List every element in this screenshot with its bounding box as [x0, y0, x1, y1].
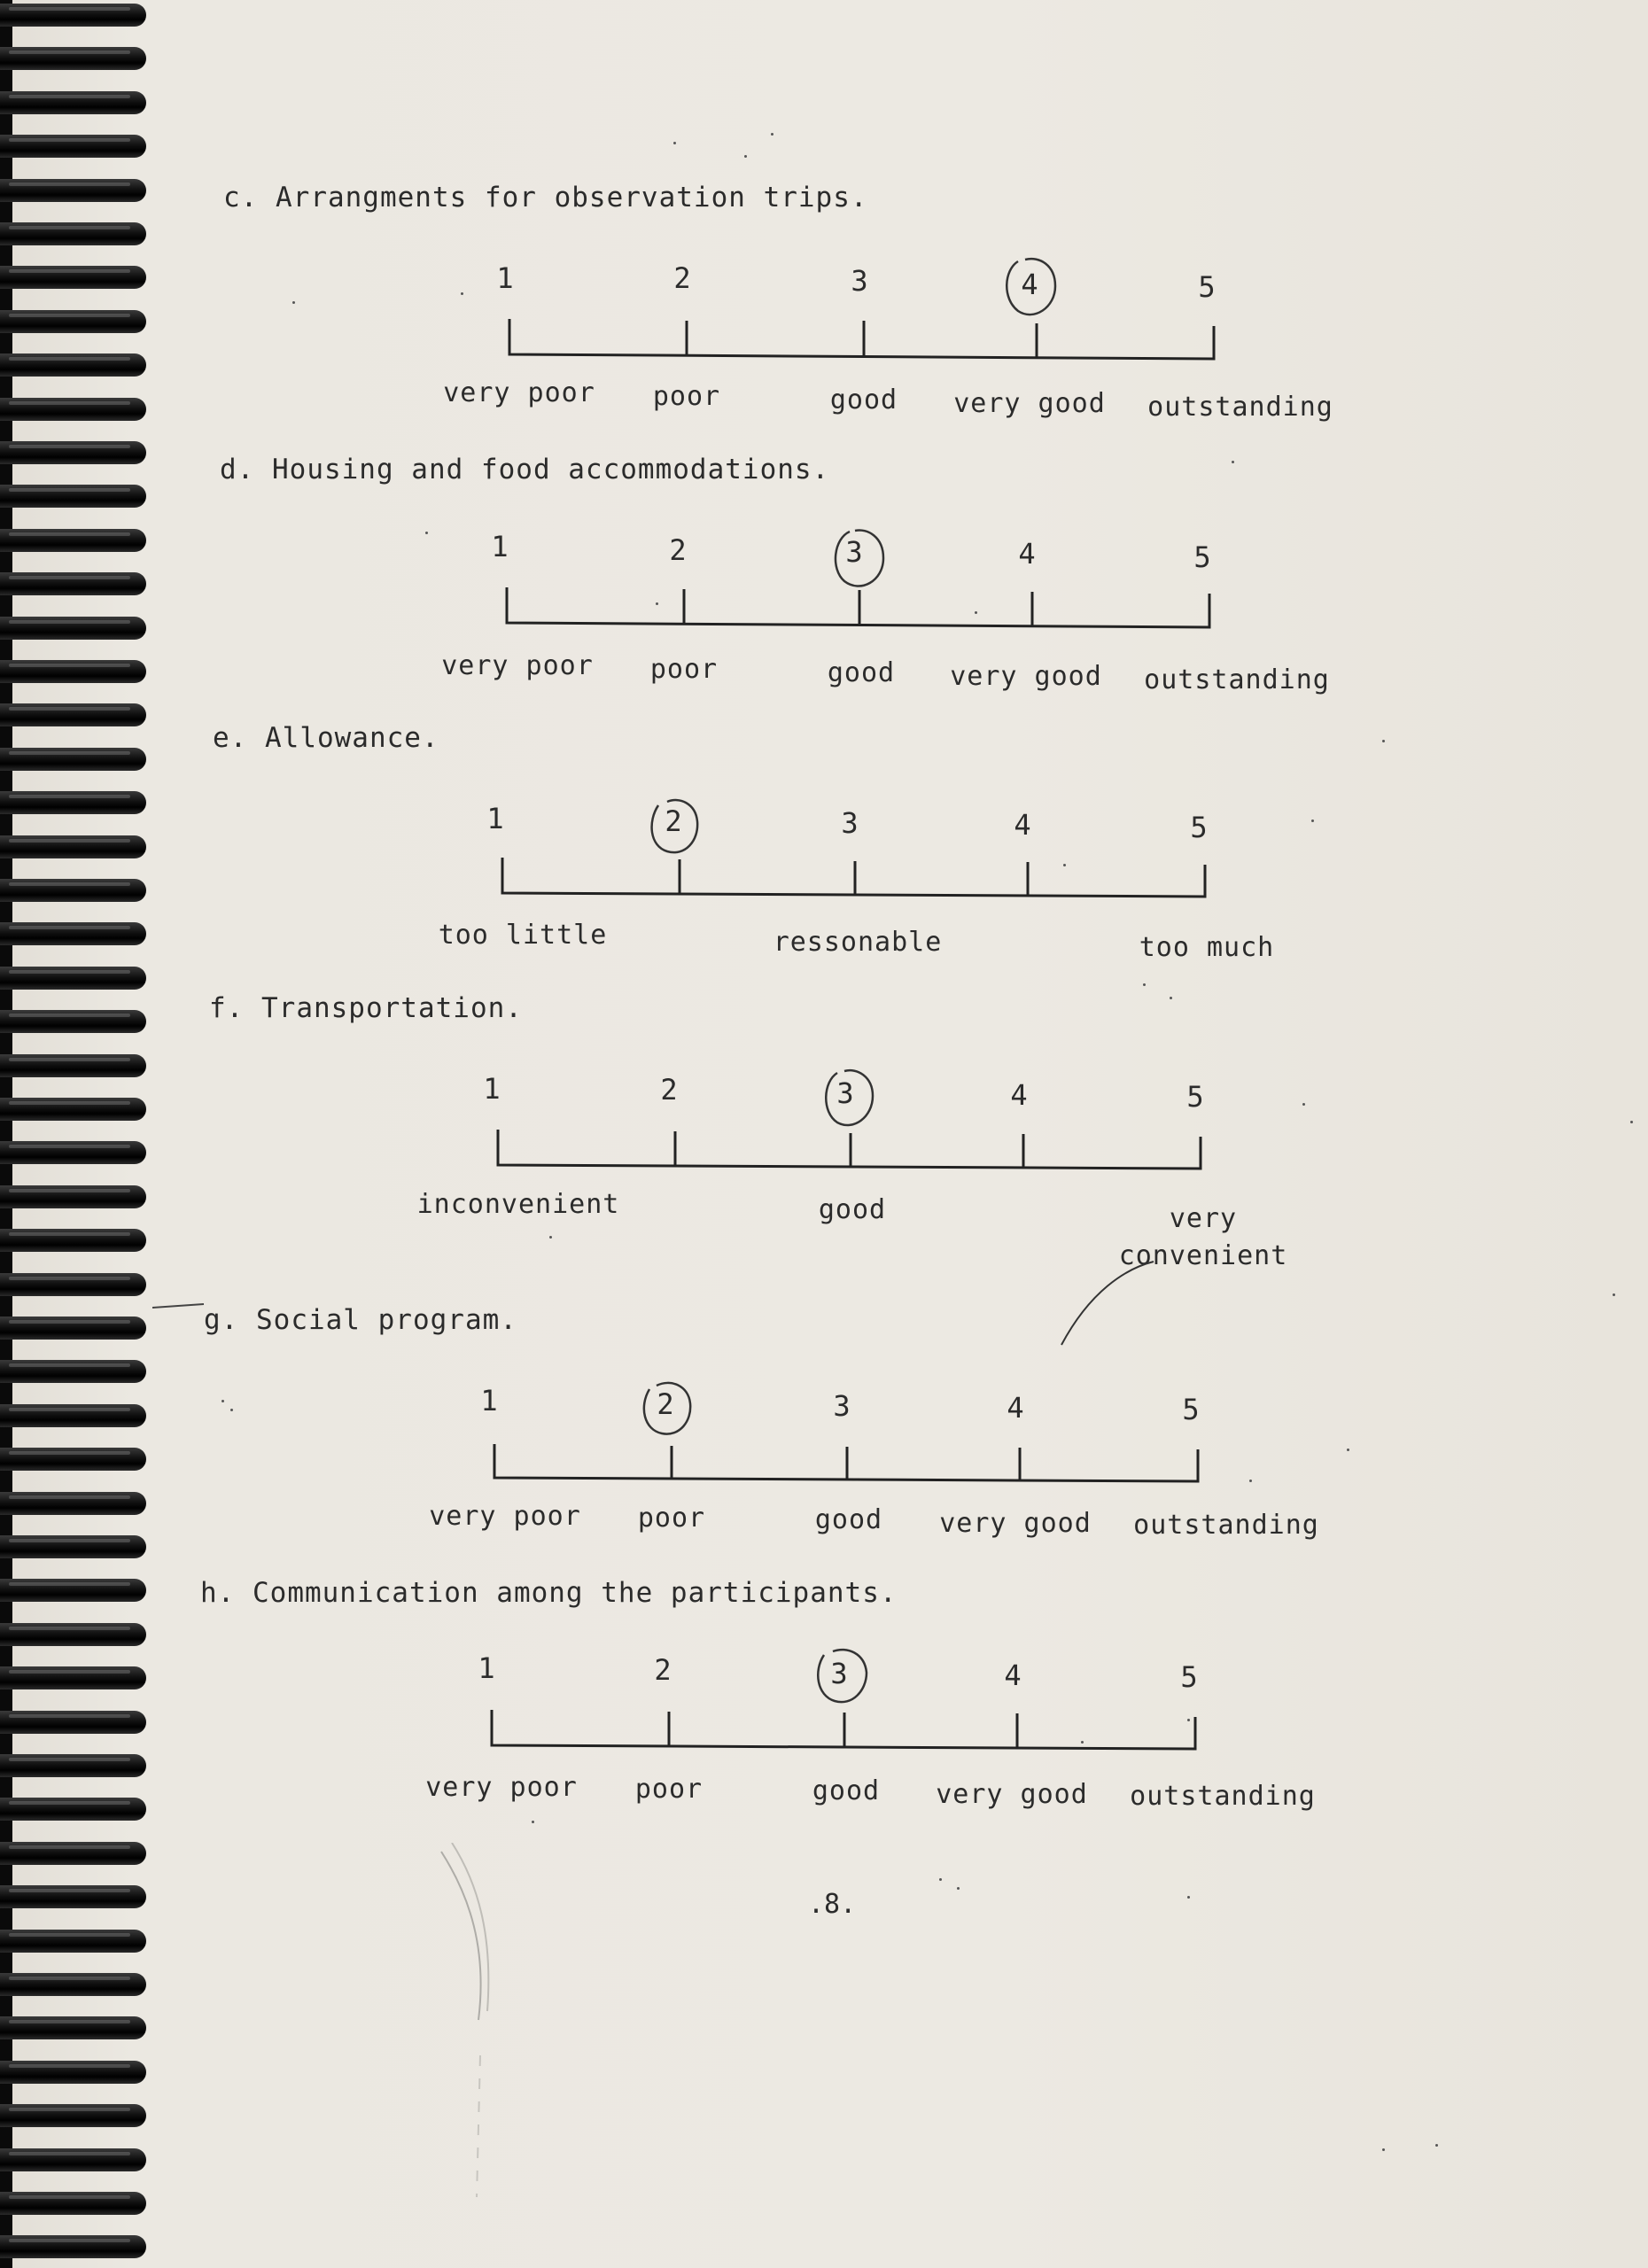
copier-speck: [461, 292, 463, 295]
scale-number-3: 3: [851, 264, 868, 298]
scale-number-3: 3: [845, 535, 863, 569]
binding-coil: [0, 748, 146, 771]
page-number: .8.: [808, 1889, 857, 1920]
scale-number-3: 3: [830, 1657, 848, 1690]
copier-speck: [425, 532, 428, 534]
copier-speck: [1081, 1741, 1084, 1744]
scale-number-4: 4: [1007, 1391, 1024, 1425]
binding-coil: [0, 1711, 146, 1734]
binding-coil: [0, 1360, 146, 1383]
copier-speck: [1232, 461, 1234, 463]
copier-speck: [230, 1409, 233, 1411]
pen-stroke: [1054, 1256, 1161, 1354]
copier-speck: [975, 611, 977, 614]
binding-coil: [0, 1754, 146, 1777]
binding-coil: [0, 1492, 146, 1515]
binding-coil: [0, 1885, 146, 1908]
binding-coil: [0, 2016, 146, 2039]
question-c-title: c. Arrangments for observation trips.: [223, 182, 868, 214]
binding-coil: [0, 572, 146, 595]
binding-coil: [0, 1185, 146, 1208]
scale-number-5: 5: [1186, 1080, 1204, 1114]
binding-coil: [0, 441, 146, 464]
copier-speck: [1063, 864, 1066, 866]
scale-number-2: 2: [665, 804, 682, 838]
question-g-title: g. Social program.: [204, 1304, 517, 1336]
question-f-scale: [483, 1068, 1216, 1271]
question-c-scale: [496, 257, 1227, 461]
scale-number-2: 2: [657, 1387, 674, 1421]
binding-coil: [0, 1098, 146, 1121]
binding-coil: [0, 1623, 146, 1646]
copier-speck: [1382, 2148, 1385, 2151]
binding-coil: [0, 485, 146, 508]
copier-speck: [1187, 1719, 1190, 1721]
spiral-binding: [0, 0, 155, 2268]
scale-label: very poor: [441, 650, 594, 681]
binding-coil: [0, 2148, 146, 2171]
scale-label: very good: [950, 661, 1102, 692]
scale-label: very good: [936, 1779, 1088, 1810]
binding-coil: [0, 135, 146, 158]
scale-number-1: 1: [483, 1072, 501, 1106]
scale-label: good: [829, 384, 898, 416]
scale-number-1: 1: [480, 1384, 498, 1418]
copier-speck: [1630, 1121, 1633, 1123]
scale-label: poor: [649, 654, 719, 685]
scale-label: outstanding: [1133, 1510, 1319, 1541]
scale-label: good: [812, 1775, 881, 1806]
scale-label: too much: [1139, 932, 1275, 963]
binding-coil: [0, 179, 146, 202]
copier-speck: [939, 1878, 942, 1881]
binding-coil: [0, 1842, 146, 1865]
scale-number-5: 5: [1193, 540, 1211, 574]
binding-coil: [0, 1798, 146, 1821]
question-g-scale: [480, 1373, 1212, 1577]
scale-number-4: 4: [1018, 537, 1036, 571]
binding-coil: [0, 879, 146, 902]
copier-speck: [656, 602, 658, 605]
copier-speck: [1187, 1896, 1190, 1899]
copier-speck: [1143, 983, 1146, 986]
binding-coil: [0, 1317, 146, 1340]
binding-coil: [0, 529, 146, 552]
copier-speck: [292, 301, 295, 304]
binding-coil: [0, 1404, 146, 1427]
binding-coil: [0, 1273, 146, 1296]
copier-speck: [1302, 1103, 1305, 1106]
binding-coil: [0, 1010, 146, 1033]
pencil-marks: [434, 1843, 505, 2215]
binding-coil: [0, 1229, 146, 1252]
scale-number-2: 2: [660, 1073, 678, 1107]
scale-label: outstanding: [1147, 392, 1333, 423]
scale-number-2: 2: [669, 533, 687, 567]
copier-speck: [771, 133, 773, 136]
scale-number-3: 3: [836, 1076, 854, 1110]
selected-circle-mark: [644, 795, 703, 858]
binding-coil: [0, 1666, 146, 1689]
scale-label: very good: [953, 388, 1106, 419]
scale-label: poor: [637, 1503, 706, 1534]
binding-coil: [0, 1535, 146, 1558]
copier-speck: [1382, 740, 1385, 742]
copier-speck: [532, 1821, 534, 1823]
scale-label: very poor: [425, 1772, 578, 1803]
scale-number-2: 2: [654, 1653, 672, 1687]
scale-label: poor: [652, 381, 721, 412]
scale-label: good: [827, 657, 896, 688]
scale-label: very: [1169, 1203, 1238, 1234]
scale-label: very good: [939, 1508, 1092, 1539]
question-e-scale: [486, 797, 1220, 1001]
scale-number-1: 1: [486, 802, 504, 835]
scale-number-5: 5: [1182, 1393, 1200, 1426]
binding-coil: [0, 353, 146, 377]
selected-circle-mark: [828, 526, 887, 590]
binding-coil: [0, 1930, 146, 1953]
binding-coil: [0, 791, 146, 814]
scale-number-1: 1: [478, 1651, 495, 1685]
scale-label: ressonable: [773, 927, 943, 958]
binding-coil: [0, 398, 146, 421]
question-d-scale: [491, 530, 1224, 734]
binding-coil: [0, 835, 146, 858]
copier-speck: [1435, 2144, 1438, 2147]
binding-coil: [0, 922, 146, 945]
selected-circle-mark: [812, 1644, 870, 1708]
scale-label: good: [814, 1504, 883, 1535]
binding-coil: [0, 4, 146, 27]
binding-coil: [0, 1448, 146, 1471]
margin-dash: [151, 1299, 239, 1317]
scale-number-3: 3: [833, 1389, 851, 1423]
scale-label: outstanding: [1130, 1781, 1316, 1812]
copier-speck: [744, 155, 747, 158]
scale-label: convenient: [1118, 1240, 1288, 1271]
binding-coil: [0, 2061, 146, 2084]
scale-number-4: 4: [1004, 1658, 1022, 1692]
copier-speck: [222, 1400, 224, 1402]
scale-label: inconvenient: [416, 1189, 620, 1220]
binding-coil: [0, 2235, 146, 2258]
scale-number-5: 5: [1190, 811, 1208, 844]
question-h-title: h. Communication among the participants.: [200, 1577, 898, 1609]
binding-coil: [0, 660, 146, 683]
binding-coil: [0, 967, 146, 990]
question-f-title: f. Transportation.: [209, 992, 523, 1024]
binding-coil: [0, 310, 146, 333]
scale-number-1: 1: [491, 530, 509, 563]
question-e-title: e. Allowance.: [213, 722, 439, 754]
copier-speck: [957, 1887, 960, 1890]
binding-coil: [0, 1973, 146, 1996]
scale-number-3: 3: [841, 806, 859, 840]
scale-number-2: 2: [673, 261, 691, 295]
copier-speck: [1311, 819, 1314, 822]
copier-speck: [1347, 1449, 1349, 1451]
selected-circle-mark: [818, 1066, 876, 1130]
copier-speck: [673, 142, 676, 144]
selected-circle-mark: [637, 1377, 696, 1441]
binding-coil: [0, 2192, 146, 2215]
binding-coil: [0, 47, 146, 70]
scale-label: good: [818, 1194, 887, 1225]
scale-label: poor: [634, 1774, 704, 1805]
binding-coil: [0, 1054, 146, 1077]
scale-label: very poor: [429, 1501, 581, 1532]
scale-label: too little: [438, 920, 608, 951]
scale-label: outstanding: [1144, 664, 1330, 695]
copier-speck: [549, 1236, 552, 1239]
copier-speck: [1249, 1480, 1252, 1482]
copier-speck: [1613, 1293, 1615, 1296]
binding-coil: [0, 222, 146, 245]
scale-label: very poor: [443, 377, 595, 408]
selected-circle-mark: [1000, 254, 1059, 318]
scale-number-4: 4: [1010, 1078, 1028, 1112]
scale-number-4: 4: [1021, 268, 1038, 301]
binding-coil: [0, 266, 146, 289]
scale-number-1: 1: [496, 261, 514, 295]
binding-coil: [0, 91, 146, 114]
question-h-scale: [478, 1646, 1209, 1850]
copier-speck: [1170, 997, 1172, 999]
scale-number-4: 4: [1014, 808, 1031, 842]
binding-coil: [0, 703, 146, 726]
binding-coil: [0, 1141, 146, 1164]
question-d-title: d. Housing and food accommodations.: [220, 454, 830, 485]
binding-coil: [0, 617, 146, 640]
binding-coil: [0, 2104, 146, 2127]
scale-number-5: 5: [1180, 1660, 1198, 1694]
binding-coil: [0, 1579, 146, 1602]
scale-number-5: 5: [1198, 270, 1216, 304]
